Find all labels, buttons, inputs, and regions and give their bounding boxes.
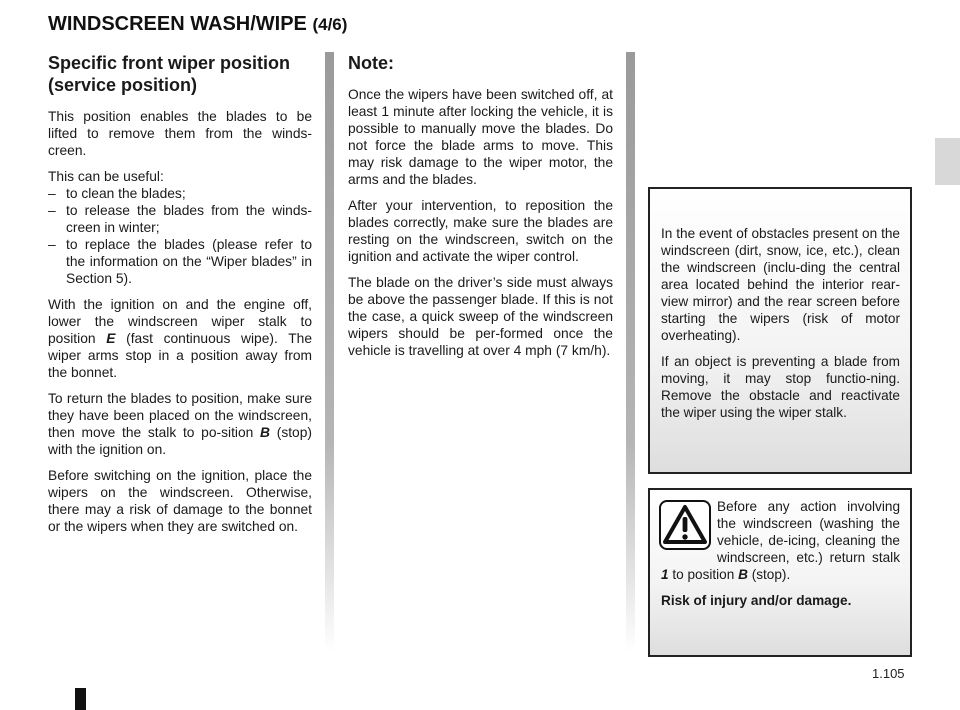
section-side-tab bbox=[935, 138, 960, 185]
return-text-a: To return the blades to position, make sure they have been placed on the windscreen, then move the stalk to po-sition bbox=[48, 391, 312, 440]
page-number: 1.105 bbox=[872, 666, 905, 681]
page-title bbox=[48, 13, 347, 36]
intro-paragraph: This position enables the blades to be lifted to remove them from the winds-creen. bbox=[48, 109, 312, 158]
warning-text-b: to position bbox=[668, 567, 739, 582]
note-heading: Note: bbox=[348, 53, 394, 73]
stalk-number: 1 bbox=[661, 567, 669, 582]
procedure-text-a: With the ignition on and the engine off, lower the windscreen wiper stalk to position bbox=[48, 297, 312, 346]
position-e-label: E bbox=[106, 331, 116, 346]
title-part: (4/6) bbox=[312, 15, 348, 34]
warning-text-c: (stop). bbox=[747, 567, 791, 582]
useful-label: This can be useful: bbox=[48, 169, 164, 184]
position-b-label: B bbox=[260, 425, 271, 440]
list-item: – to release the blades from the winds-creen in winter; bbox=[48, 202, 312, 236]
column-divider bbox=[325, 52, 334, 652]
warning-position-label: B bbox=[738, 567, 748, 582]
obstacle-paragraph: In the event of obstacles present on the windscreen (dirt, snow, ice, etc.), clean the windscreen (inclu-ding the central area located behind the interior rear-view mirror) and the rear screen before starting the wipers (risk of motor overheating). bbox=[661, 226, 900, 343]
middle-column bbox=[348, 52, 613, 368]
corner-mark bbox=[75, 688, 86, 710]
return-text-b: (stop) with the ignition on. bbox=[48, 425, 312, 457]
risk-statement: Risk of injury and/or damage. bbox=[661, 593, 852, 608]
left-column bbox=[48, 52, 312, 544]
reposition-paragraph: After your intervention, to reposition the blades correctly, make sure the blades are resting on the windscreen, switch on the ignition and activate the wiper control. bbox=[348, 198, 613, 264]
procedure-paragraph bbox=[48, 296, 312, 381]
procedure-text-b: (fast continuous wipe). The wiper arms stop in a position away from the bonnet. bbox=[48, 331, 313, 380]
title-text: WINDSCREEN WASH/WIPE bbox=[48, 13, 307, 35]
list-item: – to clean the blades; bbox=[48, 185, 312, 202]
uses-list bbox=[48, 185, 312, 287]
service-position-heading: Specific front wiper position (service position) bbox=[48, 53, 291, 95]
return-paragraph bbox=[48, 390, 312, 458]
obstacle-info-box bbox=[648, 187, 912, 474]
note-paragraph: Once the wipers have been switched off, at least 1 minute after locking the vehicle, it is possible to manually move the blades. Do not force the blade arms to move. This may risk damage to the wiper motor, the arms and the blades. bbox=[348, 87, 613, 187]
caution-paragraph: Before switching on the ignition, place the wipers on the windscreen. Otherwise, there may a risk of damage to the bonnet or the wipers when they are switched on. bbox=[48, 468, 312, 534]
driver-blade-paragraph: The blade on the driver’s side must always be above the passenger blade. If this is not the case, a quick sweep of the windscreen wipers should be per-formed once the vehicle is travelling at over 4 mph (7 km/h). bbox=[348, 275, 613, 358]
blocked-blade-paragraph: If an object is preventing a blade from moving, it may stop functio-ning. Remove the obstacle and reactivate the wiper using the wiper stalk. bbox=[661, 354, 900, 420]
list-item: – to replace the blades (please refer to the information on the “Wiper blades” in Section 5). bbox=[48, 236, 312, 287]
warning-triangle-icon bbox=[659, 500, 711, 550]
warning-text-a: Before any action involving the windscreen (washing the vehicle, de-icing, cleaning the windscreen, etc.) return stalk bbox=[717, 499, 900, 565]
warning-box bbox=[648, 488, 912, 657]
column-divider bbox=[626, 52, 635, 652]
